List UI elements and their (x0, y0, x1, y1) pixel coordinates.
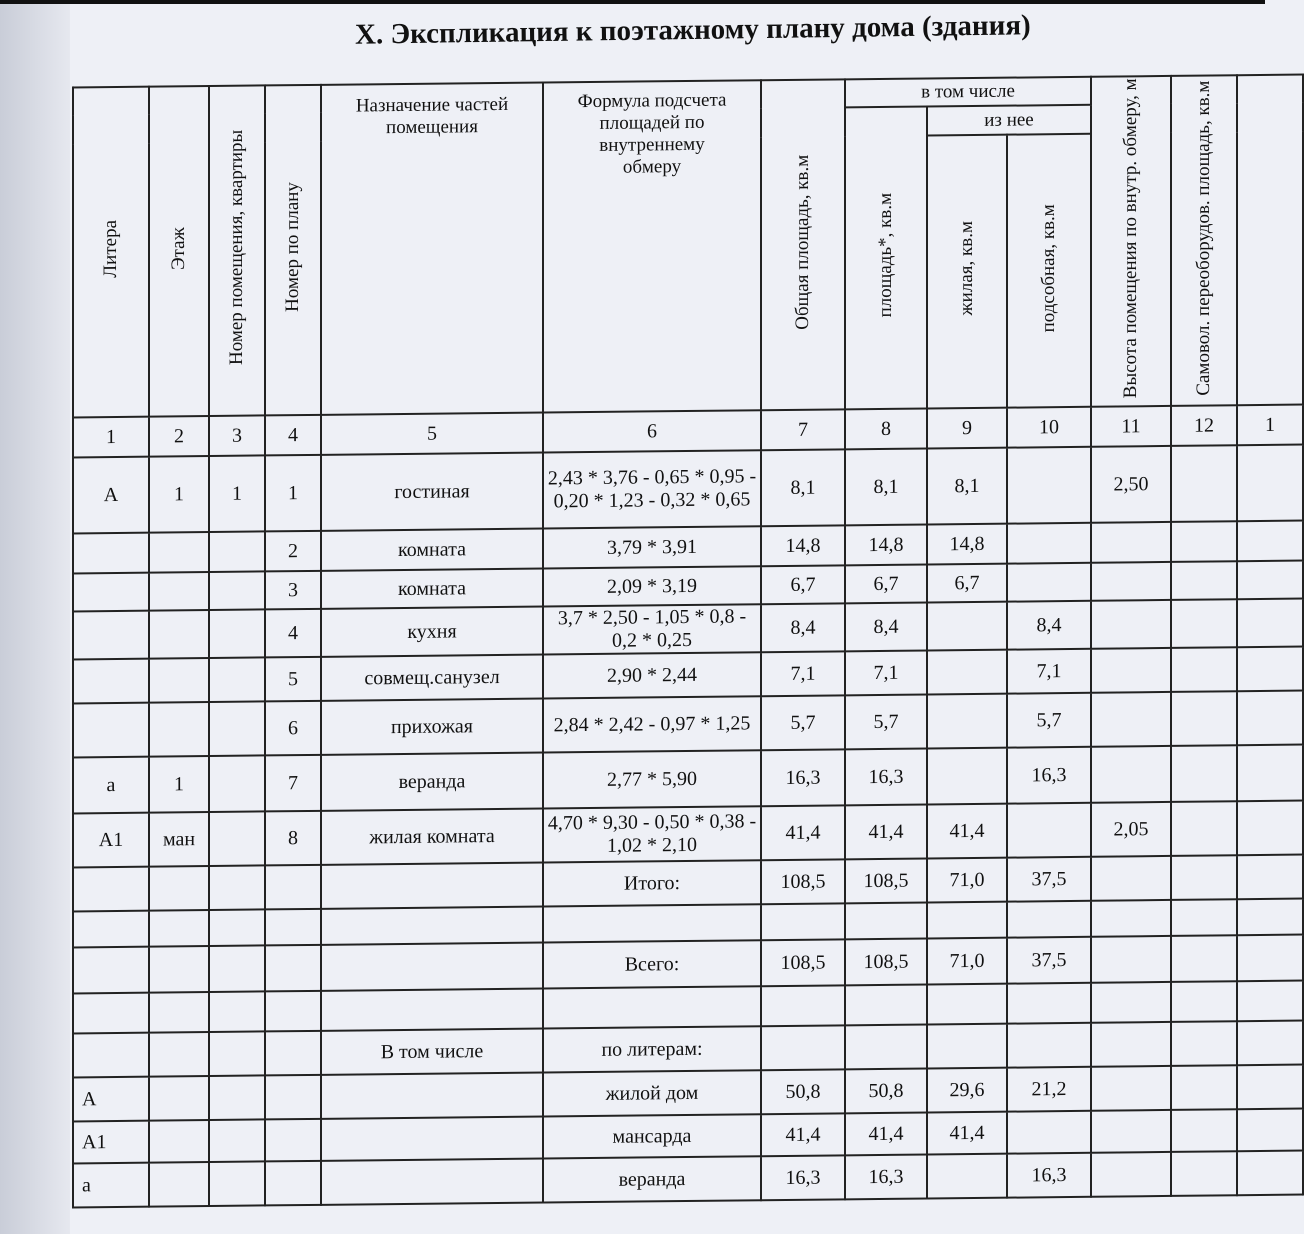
table-cell (149, 572, 209, 611)
table-cell: 108,5 (761, 859, 845, 904)
header-ploshchad: площадь*, кв.м (845, 106, 927, 409)
table-cell (265, 991, 321, 1032)
table-cell: 14,8 (845, 524, 927, 565)
table-cell: комната (321, 569, 543, 609)
table-cell: 41,4 (927, 1112, 1007, 1155)
table-cell (73, 911, 149, 948)
table-cell: 8 (265, 811, 321, 866)
table-cell: 16,3 (845, 748, 927, 805)
table-cell (209, 609, 265, 658)
table-cell (1091, 1152, 1171, 1197)
table-cell: 41,4 (845, 1112, 927, 1155)
table-cell (1091, 1110, 1171, 1153)
table-cell: 16,3 (1007, 1153, 1091, 1198)
table-cell: 50,8 (845, 1068, 927, 1113)
table-cell (321, 907, 543, 945)
header-zhilaya: жилая, кв.м (927, 135, 1007, 409)
table-cell: 71,0 (927, 858, 1007, 903)
table-cell (1091, 522, 1171, 563)
table-cell (1237, 981, 1303, 1022)
table-cell: 41,4 (761, 1113, 845, 1156)
table-cell: 8,1 (845, 448, 927, 525)
table-cell: 16,3 (1007, 747, 1091, 804)
table-cell: 16,3 (761, 749, 845, 806)
table-cell (149, 532, 209, 573)
header-naznachenie: Назначение частей помещения (321, 83, 543, 415)
table-cell (321, 1073, 543, 1119)
table-cell (845, 902, 927, 939)
table-cell: 1 (209, 455, 265, 532)
table-cell (321, 1159, 543, 1205)
table-cell: 5,7 (845, 694, 927, 749)
table-cell: 1 (265, 455, 321, 532)
table-cell (1091, 1022, 1171, 1067)
table-cell (1171, 899, 1237, 936)
table-cell: 7 (265, 755, 321, 812)
table-cell (1171, 445, 1237, 522)
column-number: 2 (149, 416, 209, 457)
table-cell (927, 1154, 1007, 1199)
table-cell (209, 909, 265, 946)
table-cell (1237, 521, 1303, 562)
table-cell: веранда (321, 753, 543, 811)
table-cell: мансарда (543, 1114, 761, 1158)
table-cell (265, 1119, 321, 1162)
table-cell (1237, 1065, 1303, 1110)
table-cell (265, 865, 321, 910)
table-cell: 8,1 (927, 448, 1007, 525)
table-cell: 6,7 (845, 564, 927, 603)
table-cell (73, 703, 149, 758)
table-cell (1171, 981, 1237, 1022)
table-cell (1171, 561, 1237, 600)
document-title: X. Экспликация к поэтажному плану дома (здания) (354, 9, 1031, 51)
header-cut-off (1237, 75, 1303, 406)
table-cell (209, 865, 265, 910)
header-formula: Формула подсчета площадей по внутреннему обмеру (543, 80, 761, 412)
table-cell: 2,90 * 2,44 (543, 652, 761, 698)
table-cell (1091, 562, 1171, 601)
column-number: 10 (1007, 407, 1091, 448)
table-cell (209, 991, 265, 1032)
table-cell: 2,43 * 3,76 - 0,65 * 0,95 - 0,20 * 1,23 - 0,32 * 0,65 (543, 450, 761, 528)
header-etazh: Этаж (149, 86, 209, 417)
table-cell: 7,1 (845, 650, 927, 695)
table-cell (1091, 600, 1171, 649)
table-cell (1171, 801, 1237, 856)
explication-table (72, 74, 1304, 1209)
header-samovol: Самовол. переоборудов. площадь, кв.м (1171, 75, 1237, 406)
table-cell (1237, 899, 1303, 936)
table-cell (209, 657, 265, 702)
table-cell: комната (321, 529, 543, 571)
table-cell (265, 945, 321, 992)
table-cell: 5,7 (761, 695, 845, 750)
table-cell (1007, 523, 1091, 564)
table-cell (209, 755, 265, 812)
table-cell: А1 (73, 813, 149, 868)
table-cell (1007, 1111, 1091, 1154)
table-cell: 4 (265, 609, 321, 658)
table-cell: веранда (543, 1156, 761, 1202)
table-cell: совмещ.санузел (321, 655, 543, 701)
table-cell (149, 910, 209, 947)
table-cell (73, 533, 149, 574)
table-cell: 1 (149, 456, 209, 533)
table-cell (209, 945, 265, 992)
header-nomer-po-planu: Номер по плану (265, 85, 321, 416)
table-cell (209, 1119, 265, 1162)
table-cell (209, 1075, 265, 1120)
table-cell (761, 903, 845, 940)
table-cell (1091, 856, 1171, 901)
table-cell: 4,70 * 9,30 - 0,50 * 0,38 - 1,02 * 2,10 (543, 806, 761, 862)
table-cell (1007, 563, 1091, 602)
table-cell (761, 1025, 845, 1070)
table-cell (149, 610, 209, 659)
table-cell (1237, 935, 1303, 982)
table-cell (543, 986, 761, 1028)
table-cell (149, 658, 209, 703)
table-cell: ман (149, 812, 209, 867)
table-cell (149, 1032, 209, 1077)
page-edge (0, 0, 1265, 4)
table-cell (1171, 935, 1237, 982)
table-cell (73, 993, 149, 1034)
table-cell (1171, 599, 1237, 648)
table-cell (1237, 855, 1303, 900)
table-cell (1237, 745, 1303, 802)
table-cell: 41,4 (927, 804, 1007, 859)
table-cell: 6 (265, 701, 321, 756)
table-cell: 29,6 (927, 1068, 1007, 1113)
table-cell: 108,5 (761, 939, 845, 986)
table-cell (73, 573, 149, 612)
table-cell: кухня (321, 607, 543, 657)
header-vysota: Высота помещения по внутр. обмеру, м (1091, 76, 1171, 407)
table-row (73, 445, 1303, 534)
table-cell: Всего: (543, 940, 761, 988)
table-cell: 2,84 * 2,42 - 0,97 * 1,25 (543, 696, 761, 752)
table-cell (73, 947, 149, 994)
table-cell (149, 702, 209, 757)
table-cell: 14,8 (761, 525, 845, 566)
table-cell: жилая комната (321, 809, 543, 865)
column-number: 7 (761, 409, 845, 450)
table-cell (1237, 1151, 1303, 1196)
table-cell (845, 984, 927, 1025)
header-nomer-pomeshcheniya: Номер помещения, квартиры (209, 85, 265, 416)
table-cell (1237, 1109, 1303, 1152)
column-number: 5 (321, 413, 543, 455)
table-cell (73, 659, 149, 704)
page-shadow (0, 0, 70, 1234)
table-cell: 2 (265, 531, 321, 572)
table-cell: 5 (265, 657, 321, 702)
table-cell: 7,1 (761, 651, 845, 696)
table-cell (1007, 803, 1091, 858)
header-obshchaya: Общая площадь, кв.м (761, 79, 845, 410)
header-iz-nee: из нее (927, 105, 1091, 136)
table-cell (209, 701, 265, 756)
header-v-tom-chisle: в том числе (845, 77, 1091, 108)
table-cell: 37,5 (1007, 937, 1091, 984)
table-cell (265, 1075, 321, 1120)
table-cell (543, 904, 761, 942)
table-cell (1171, 647, 1237, 692)
table-cell: 2,05 (1091, 802, 1171, 857)
table-cell (1237, 691, 1303, 746)
column-number: 4 (265, 415, 321, 456)
table-cell (1091, 982, 1171, 1023)
table-cell: А (73, 457, 149, 534)
table-cell (1091, 936, 1171, 983)
table-cell: 2,77 * 5,90 (543, 750, 761, 808)
table-cell: по литерам: (543, 1026, 761, 1072)
column-number: 1 (1237, 405, 1303, 446)
table-cell: В том числе (321, 1029, 543, 1075)
table-cell (209, 1161, 265, 1206)
table-cell (761, 985, 845, 1026)
table-cell: 108,5 (845, 858, 927, 903)
table-cell (149, 1120, 209, 1163)
column-number: 3 (209, 415, 265, 456)
table-cell: гостиная (321, 453, 543, 531)
table-cell (927, 984, 1007, 1025)
column-number: 1 (73, 417, 149, 458)
table-cell: 8,4 (845, 602, 927, 651)
table-cell: 1 (149, 756, 209, 813)
table-cell: 37,5 (1007, 857, 1091, 902)
table-cell: прихожая (321, 699, 543, 755)
table-cell (265, 1161, 321, 1206)
table-cell (1237, 599, 1303, 648)
table-cell (1091, 746, 1171, 803)
table-cell: Итого: (543, 860, 761, 906)
table-cell: А (73, 1077, 149, 1122)
table-cell (1171, 1021, 1237, 1066)
table-cell: 2,50 (1091, 446, 1171, 523)
header-podsobnaya: подсобная, кв.м (1007, 134, 1091, 408)
table-cell: 8,4 (761, 603, 845, 652)
table-cell: 8,1 (761, 449, 845, 526)
table-cell (149, 992, 209, 1033)
table-cell: 3 (265, 571, 321, 610)
table-cell (1237, 1021, 1303, 1066)
table-cell: 41,4 (761, 805, 845, 860)
table-cell (927, 748, 1007, 805)
table-cell (209, 531, 265, 572)
table-cell (321, 863, 543, 909)
table-cell (1091, 692, 1171, 747)
table-cell (1171, 1109, 1237, 1152)
table-cell (149, 866, 209, 911)
table-cell (1007, 1023, 1091, 1068)
table-cell: 6,7 (927, 564, 1007, 603)
table-cell (73, 867, 149, 912)
table-cell (1091, 1066, 1171, 1111)
table-cell: 6,7 (761, 565, 845, 604)
table-cell (1007, 901, 1091, 938)
table-cell: 108,5 (845, 938, 927, 985)
table-cell (321, 989, 543, 1031)
table-cell: 14,8 (927, 524, 1007, 565)
column-number: 11 (1091, 406, 1171, 447)
table-cell (1007, 983, 1091, 1024)
table-cell (927, 650, 1007, 695)
table-cell (927, 902, 1007, 939)
table-cell (321, 1117, 543, 1161)
table-cell (1091, 900, 1171, 937)
table-cell (209, 811, 265, 866)
column-number: 6 (543, 410, 761, 452)
table-cell (845, 1024, 927, 1069)
table-cell: 50,8 (761, 1069, 845, 1114)
table-cell: 41,4 (845, 804, 927, 859)
table-cell (209, 1031, 265, 1076)
table-cell (1171, 691, 1237, 746)
table-cell: 2,09 * 3,19 (543, 566, 761, 606)
table-cell (927, 1024, 1007, 1069)
table-cell: 21,2 (1007, 1067, 1091, 1112)
table-cell (1091, 648, 1171, 693)
table-cell (1237, 647, 1303, 692)
table-cell (265, 909, 321, 946)
table-cell (73, 1033, 149, 1078)
table-cell (1171, 1151, 1237, 1196)
column-number: 8 (845, 408, 927, 449)
column-number: 9 (927, 408, 1007, 449)
table-cell: 8,4 (1007, 601, 1091, 650)
table-cell (1171, 1065, 1237, 1110)
table-cell: 7,1 (1007, 649, 1091, 694)
table-cell: 3,79 * 3,91 (543, 526, 761, 568)
table-cell (1171, 855, 1237, 900)
table-cell: 3,7 * 2,50 - 1,05 * 0,8 - 0,2 * 0,25 (543, 604, 761, 654)
table-cell: а (73, 1163, 149, 1208)
table-cell (209, 571, 265, 610)
column-number: 12 (1171, 405, 1237, 446)
table-cell (149, 1076, 209, 1121)
table-cell: 5,7 (1007, 693, 1091, 748)
table-cell (321, 943, 543, 991)
table-cell (927, 602, 1007, 651)
table-cell (1171, 521, 1237, 562)
table-cell (1237, 561, 1303, 600)
header-litera: Литера (73, 87, 149, 418)
table-cell (149, 1162, 209, 1207)
table-cell (1007, 447, 1091, 524)
table-cell (1171, 745, 1237, 802)
table-cell (149, 946, 209, 993)
table-cell: 16,3 (845, 1154, 927, 1199)
table-cell: 16,3 (761, 1155, 845, 1200)
table-cell: 71,0 (927, 938, 1007, 985)
table-cell (73, 611, 149, 660)
table-cell: жилой дом (543, 1070, 761, 1116)
table-cell: А1 (73, 1121, 149, 1164)
table-cell: а (73, 757, 149, 814)
table-cell (1237, 801, 1303, 856)
table-cell (927, 694, 1007, 749)
table-cell (265, 1031, 321, 1076)
table-cell (1237, 445, 1303, 522)
